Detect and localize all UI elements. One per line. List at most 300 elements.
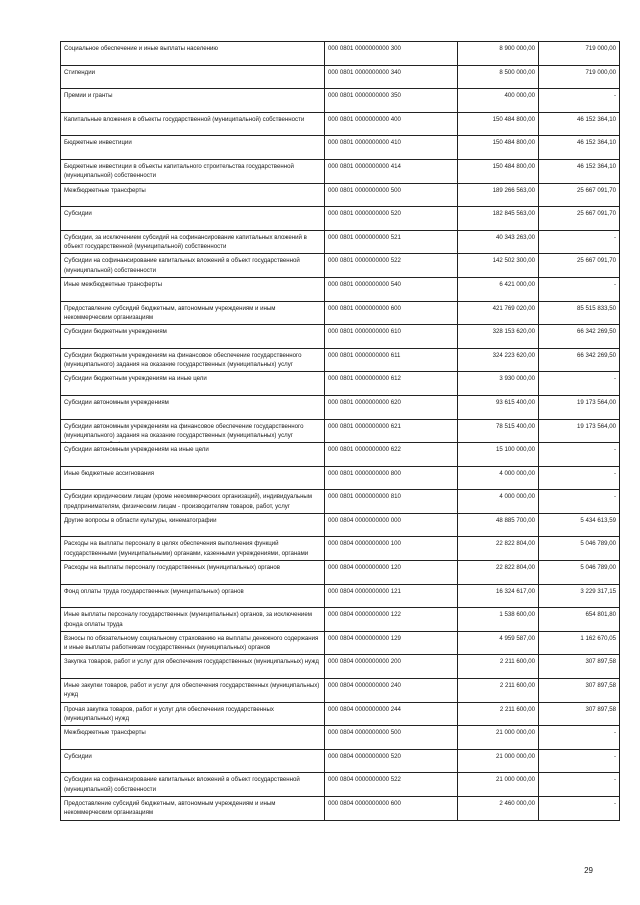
row-name-cell	[61, 325, 325, 349]
row-fact-amount-cell	[539, 537, 620, 561]
row-fact-amount-cell-text: 85 515 833,50	[577, 304, 616, 312]
row-fact-amount-cell	[539, 136, 620, 160]
row-plan-amount-cell	[458, 702, 539, 726]
row-fact-amount-cell	[539, 561, 620, 585]
row-code-cell-text: 000 0804 0000000000 200	[328, 658, 401, 666]
row-fact-amount-cell	[539, 230, 620, 254]
table-row	[61, 65, 620, 89]
row-code-cell-text: 000 0804 0000000000 122	[328, 611, 401, 619]
row-fact-amount-cell	[539, 513, 620, 537]
row-code-cell	[325, 490, 458, 514]
row-fact-amount-cell-text: -	[613, 469, 616, 477]
row-code-cell	[325, 679, 458, 703]
row-code-cell-text: 000 0801 0000000000 410	[328, 139, 401, 147]
row-plan-amount-cell	[458, 631, 539, 655]
row-code-cell	[325, 466, 458, 490]
row-plan-amount-cell-text: 16 324 617,00	[496, 587, 535, 595]
row-code-cell-text: 000 0801 0000000000 400	[328, 115, 401, 123]
row-code-cell	[325, 749, 458, 773]
row-fact-amount-cell	[539, 301, 620, 325]
row-plan-amount-cell-text: 189 266 563,00	[492, 186, 535, 194]
row-name-cell	[61, 749, 325, 773]
row-plan-amount-cell-text: 78 515 400,00	[496, 422, 535, 430]
row-plan-amount-cell-text: 150 484 800,00	[492, 139, 535, 147]
row-code-cell-text: 000 0801 0000000000 340	[328, 68, 401, 76]
row-fact-amount-cell-text: 19 173 564,00	[577, 422, 616, 430]
row-plan-amount-cell	[458, 584, 539, 608]
row-fact-amount-cell-text: 25 667 091,70	[577, 257, 616, 265]
row-fact-amount-cell-text: 46 152 364,10	[577, 115, 616, 123]
row-fact-amount-cell	[539, 395, 620, 419]
row-code-cell-text: 000 0801 0000000000 300	[328, 45, 401, 52]
row-code-cell-text: 000 0804 0000000000 520	[328, 752, 401, 760]
row-code-cell-text: 000 0804 0000000000 240	[328, 682, 401, 690]
row-name-cell-text: Бюджетные инвестиции	[64, 139, 132, 147]
row-code-cell	[325, 513, 458, 537]
row-code-cell-text: 000 0801 0000000000 500	[328, 186, 401, 194]
row-code-cell-text: 000 0801 0000000000 600	[328, 304, 401, 312]
row-name-cell	[61, 136, 325, 160]
row-plan-amount-cell	[458, 466, 539, 490]
row-code-cell	[325, 89, 458, 113]
row-name-cell-text: Межбюджетные трансферты	[64, 729, 146, 737]
table-row	[61, 773, 620, 797]
table-row	[61, 584, 620, 608]
row-plan-amount-cell-text: 2 460 000,00	[499, 800, 535, 807]
row-code-cell	[325, 348, 458, 372]
row-code-cell	[325, 183, 458, 207]
row-fact-amount-cell	[539, 277, 620, 301]
row-name-cell	[61, 561, 325, 585]
row-name-cell	[61, 702, 325, 726]
table-row	[61, 372, 620, 396]
row-plan-amount-cell-text: 8 900 000,00	[499, 45, 535, 52]
row-plan-amount-cell	[458, 183, 539, 207]
row-fact-amount-cell-text: -	[613, 800, 616, 807]
row-code-cell	[325, 207, 458, 231]
row-name-cell	[61, 773, 325, 797]
table-row	[61, 608, 620, 632]
row-plan-amount-cell-text: 2 211 600,00	[499, 705, 535, 713]
table-row	[61, 513, 620, 537]
row-plan-amount-cell-text: 40 343 263,00	[496, 233, 535, 241]
table-row	[61, 301, 620, 325]
row-plan-amount-cell-text: 324 223 620,00	[492, 351, 535, 359]
row-name-cell-text: Межбюджетные трансферты	[64, 186, 146, 194]
row-fact-amount-cell	[539, 584, 620, 608]
table-row	[61, 183, 620, 207]
table-row	[61, 631, 620, 655]
row-fact-amount-cell	[539, 207, 620, 231]
row-fact-amount-cell	[539, 254, 620, 278]
row-plan-amount-cell-text: 421 769 020,00	[492, 304, 535, 312]
table-row	[61, 42, 620, 66]
row-name-cell	[61, 42, 325, 66]
row-name-cell-text: Иные бюджетные ассигнования	[64, 469, 155, 477]
row-fact-amount-cell-text: 5 046 789,00	[580, 564, 616, 572]
row-code-cell	[325, 631, 458, 655]
row-fact-amount-cell-text: 1 162 670,05	[580, 634, 616, 642]
row-plan-amount-cell	[458, 42, 539, 66]
row-code-cell	[325, 136, 458, 160]
row-code-cell-text: 000 0801 0000000000 612	[328, 375, 401, 383]
row-name-cell	[61, 89, 325, 113]
table-row	[61, 443, 620, 467]
row-fact-amount-cell-text: -	[613, 493, 616, 501]
row-fact-amount-cell-text: -	[613, 729, 616, 737]
row-code-cell	[325, 159, 458, 183]
table-row	[61, 702, 620, 726]
row-code-cell	[325, 230, 458, 254]
row-plan-amount-cell-text: 400 000,00	[504, 92, 535, 100]
row-code-cell	[325, 537, 458, 561]
row-plan-amount-cell	[458, 136, 539, 160]
row-code-cell-text: 000 0801 0000000000 810	[328, 493, 401, 501]
row-fact-amount-cell	[539, 490, 620, 514]
row-fact-amount-cell	[539, 797, 620, 821]
row-plan-amount-cell	[458, 254, 539, 278]
row-name-cell-text: Предоставление субсидий бюджетным, автономным учреждениям и иным некоммерческим организациям	[64, 800, 276, 817]
row-code-cell-text: 000 0801 0000000000 622	[328, 446, 401, 454]
row-plan-amount-cell	[458, 65, 539, 89]
table-row	[61, 230, 620, 254]
row-fact-amount-cell-text: 307 897,58	[585, 705, 616, 713]
row-name-cell-text: Субсидии, за исключением субсидий на софинансирование капитальных вложений в объект государственной (муниципальной) собственности	[64, 233, 307, 251]
row-code-cell	[325, 65, 458, 89]
row-plan-amount-cell	[458, 513, 539, 537]
table-row	[61, 537, 620, 561]
row-plan-amount-cell-text: 2 211 600,00	[499, 658, 535, 666]
row-plan-amount-cell	[458, 561, 539, 585]
table-row	[61, 749, 620, 773]
row-fact-amount-cell-text: 719 000,00	[585, 68, 616, 76]
row-code-cell	[325, 608, 458, 632]
row-code-cell-text: 000 0804 0000000000 000	[328, 516, 401, 524]
table-body	[61, 42, 620, 821]
row-code-cell-text: 000 0801 0000000000 611	[328, 351, 401, 359]
row-code-cell	[325, 702, 458, 726]
table-row	[61, 726, 620, 750]
row-fact-amount-cell	[539, 443, 620, 467]
row-fact-amount-cell	[539, 372, 620, 396]
row-fact-amount-cell	[539, 679, 620, 703]
row-name-cell-text: Расходы на выплаты персоналу в целях обеспечения выполнения функций государственными (муниципальными) органами, казенными учреждениями, органами	[64, 540, 309, 557]
row-fact-amount-cell	[539, 773, 620, 797]
row-name-cell-text: Стипендии	[64, 68, 96, 76]
row-code-cell	[325, 584, 458, 608]
table-row	[61, 395, 620, 419]
row-plan-amount-cell-text: 22 822 804,00	[496, 540, 535, 548]
row-fact-amount-cell-text: -	[613, 446, 616, 454]
row-name-cell-text: Социальное обеспечение и иные выплаты населению	[64, 45, 218, 52]
row-fact-amount-cell	[539, 325, 620, 349]
row-fact-amount-cell	[539, 466, 620, 490]
row-code-cell	[325, 797, 458, 821]
row-fact-amount-cell-text: 307 897,58	[585, 682, 616, 690]
row-name-cell-text: Бюджетные инвестиции в объекты капитального строительства государственной (муниципальной) собственности	[64, 162, 294, 180]
row-code-cell	[325, 773, 458, 797]
row-name-cell	[61, 679, 325, 703]
row-plan-amount-cell-text: 4 000 000,00	[499, 493, 535, 501]
row-plan-amount-cell	[458, 608, 539, 632]
row-name-cell	[61, 797, 325, 821]
row-name-cell-text: Другие вопросы в области культуры, кинематографии	[64, 516, 217, 524]
row-code-cell	[325, 419, 458, 443]
row-code-cell	[325, 726, 458, 750]
table-row	[61, 419, 620, 443]
row-plan-amount-cell	[458, 419, 539, 443]
row-plan-amount-cell	[458, 726, 539, 750]
row-name-cell-text: Субсидии	[64, 210, 92, 218]
row-code-cell	[325, 277, 458, 301]
row-name-cell	[61, 395, 325, 419]
table-row	[61, 89, 620, 113]
row-plan-amount-cell-text: 1 538 600,00	[499, 611, 535, 619]
row-name-cell	[61, 112, 325, 136]
row-name-cell	[61, 159, 325, 183]
row-plan-amount-cell-text: 142 502 300,00	[492, 257, 535, 265]
row-code-cell	[325, 655, 458, 679]
row-plan-amount-cell	[458, 112, 539, 136]
row-name-cell	[61, 207, 325, 231]
row-code-cell	[325, 112, 458, 136]
row-plan-amount-cell-text: 182 845 563,00	[492, 210, 535, 218]
table-row	[61, 136, 620, 160]
row-fact-amount-cell-text: 46 152 364,10	[577, 162, 616, 170]
table-row	[61, 254, 620, 278]
row-code-cell-text: 000 0801 0000000000 610	[328, 328, 401, 336]
row-code-cell-text: 000 0804 0000000000 129	[328, 634, 401, 642]
row-fact-amount-cell	[539, 89, 620, 113]
row-plan-amount-cell	[458, 230, 539, 254]
row-name-cell-text: Субсидии	[64, 752, 92, 760]
row-name-cell	[61, 443, 325, 467]
table-row	[61, 207, 620, 231]
table-row	[61, 348, 620, 372]
row-fact-amount-cell-text: -	[613, 752, 616, 760]
budget-table	[60, 41, 620, 821]
row-code-cell	[325, 42, 458, 66]
table-row	[61, 159, 620, 183]
row-name-cell-text: Фонд оплаты труда государственных (муниципальных) органов	[64, 587, 244, 595]
row-plan-amount-cell-text: 21 000 000,00	[496, 776, 535, 784]
row-plan-amount-cell	[458, 159, 539, 183]
row-plan-amount-cell	[458, 537, 539, 561]
table-row	[61, 679, 620, 703]
row-code-cell	[325, 395, 458, 419]
row-code-cell-text: 000 0801 0000000000 620	[328, 398, 401, 406]
row-plan-amount-cell	[458, 490, 539, 514]
row-name-cell-text: Иные межбюджетные трансферты	[64, 280, 163, 288]
row-code-cell-text: 000 0804 0000000000 522	[328, 776, 401, 784]
row-name-cell-text: Субсидии автономным учреждениям	[64, 398, 169, 406]
row-code-cell	[325, 301, 458, 325]
row-code-cell-text: 000 0804 0000000000 100	[328, 540, 401, 548]
row-fact-amount-cell-text: 719 000,00	[585, 45, 616, 52]
row-plan-amount-cell	[458, 443, 539, 467]
row-name-cell	[61, 608, 325, 632]
row-plan-amount-cell-text: 48 885 700,00	[496, 516, 535, 524]
row-fact-amount-cell-text: -	[613, 92, 616, 100]
row-plan-amount-cell-text: 22 822 804,00	[496, 564, 535, 572]
row-name-cell	[61, 301, 325, 325]
row-plan-amount-cell	[458, 301, 539, 325]
row-fact-amount-cell	[539, 655, 620, 679]
row-fact-amount-cell-text: 307 897,58	[585, 658, 616, 666]
row-plan-amount-cell-text: 8 500 000,00	[499, 68, 535, 76]
row-fact-amount-cell	[539, 159, 620, 183]
page-number: 29	[584, 866, 593, 875]
row-name-cell	[61, 65, 325, 89]
row-plan-amount-cell	[458, 773, 539, 797]
row-plan-amount-cell-text: 4 000 000,00	[499, 469, 535, 477]
row-code-cell-text: 000 0804 0000000000 121	[328, 587, 401, 595]
row-fact-amount-cell	[539, 726, 620, 750]
row-code-cell-text: 000 0804 0000000000 244	[328, 705, 401, 713]
row-name-cell	[61, 277, 325, 301]
row-name-cell-text: Субсидии юридическим лицам (кроме некоммерческих организаций), индивидуальным предпринимателям, физическим лицам - производителям товаров, работ, услуг	[64, 493, 312, 510]
row-fact-amount-cell	[539, 608, 620, 632]
row-fact-amount-cell	[539, 749, 620, 773]
row-name-cell-text: Иные выплаты персоналу государственных (муниципальных) органов, за исключением фонда оплаты труда	[64, 611, 312, 628]
row-plan-amount-cell	[458, 679, 539, 703]
row-plan-amount-cell	[458, 749, 539, 773]
table-row	[61, 112, 620, 136]
row-plan-amount-cell-text: 6 421 000,00	[499, 280, 535, 288]
row-name-cell-text: Субсидии бюджетным учреждениям на финансовое обеспечение государственного (муниципального) задания на оказание государственных (муниципальных) услуг	[64, 351, 302, 369]
row-plan-amount-cell-text: 4 959 587,00	[499, 634, 535, 642]
row-name-cell-text: Субсидии автономным учреждениям на иные цели	[64, 446, 209, 454]
row-plan-amount-cell-text: 150 484 800,00	[492, 115, 535, 123]
row-fact-amount-cell-text: 66 342 269,50	[577, 351, 616, 359]
row-name-cell-text: Расходы на выплаты персоналу государственных (муниципальных) органов	[64, 564, 280, 572]
row-plan-amount-cell	[458, 277, 539, 301]
row-code-cell	[325, 325, 458, 349]
row-code-cell	[325, 443, 458, 467]
row-fact-amount-cell-text: -	[613, 280, 616, 288]
row-name-cell	[61, 372, 325, 396]
row-code-cell-text: 000 0801 0000000000 350	[328, 92, 401, 100]
row-name-cell	[61, 183, 325, 207]
row-name-cell-text: Субсидии на софинансирование капитальных вложений в объект государственной (муниципальной) собственности	[64, 776, 300, 793]
row-code-cell-text: 000 0801 0000000000 521	[328, 233, 401, 241]
row-plan-amount-cell-text: 21 000 000,00	[496, 729, 535, 737]
row-name-cell	[61, 230, 325, 254]
row-plan-amount-cell	[458, 372, 539, 396]
row-code-cell-text: 000 0804 0000000000 120	[328, 564, 401, 572]
row-code-cell-text: 000 0804 0000000000 500	[328, 729, 401, 737]
row-plan-amount-cell	[458, 797, 539, 821]
row-name-cell-text: Закупка товаров, работ и услуг для обеспечения государственных (муниципальных) нужд	[64, 658, 319, 666]
row-plan-amount-cell	[458, 89, 539, 113]
row-fact-amount-cell	[539, 183, 620, 207]
row-plan-amount-cell-text: 21 000 000,00	[496, 752, 535, 760]
row-code-cell	[325, 372, 458, 396]
row-plan-amount-cell-text: 2 211 600,00	[499, 682, 535, 690]
row-fact-amount-cell-text: 19 173 564,00	[577, 398, 616, 406]
row-plan-amount-cell-text: 328 153 620,00	[492, 328, 535, 336]
row-fact-amount-cell-text: -	[613, 776, 616, 784]
row-fact-amount-cell-text: 25 667 091,70	[577, 186, 616, 194]
row-code-cell	[325, 254, 458, 278]
row-fact-amount-cell-text: -	[613, 233, 616, 241]
row-fact-amount-cell	[539, 702, 620, 726]
row-fact-amount-cell	[539, 65, 620, 89]
row-fact-amount-cell	[539, 419, 620, 443]
row-fact-amount-cell-text: 66 342 269,50	[577, 328, 616, 336]
row-fact-amount-cell-text: 5 434 613,59	[580, 516, 616, 524]
row-plan-amount-cell-text: 15 100 000,00	[496, 446, 535, 454]
row-name-cell	[61, 254, 325, 278]
row-name-cell	[61, 348, 325, 372]
row-fact-amount-cell-text: 654 801,80	[585, 611, 616, 619]
row-code-cell-text: 000 0801 0000000000 540	[328, 280, 401, 288]
row-fact-amount-cell-text: -	[613, 375, 616, 383]
row-code-cell-text: 000 0801 0000000000 621	[328, 422, 401, 430]
row-fact-amount-cell	[539, 42, 620, 66]
row-name-cell-text: Премии и гранты	[64, 92, 113, 100]
row-name-cell-text: Иные закупки товаров, работ и услуг для обеспечения государственных (муниципальных) нужд	[64, 682, 320, 699]
row-name-cell	[61, 419, 325, 443]
row-name-cell	[61, 726, 325, 750]
table-row	[61, 466, 620, 490]
row-plan-amount-cell	[458, 325, 539, 349]
row-code-cell-text: 000 0801 0000000000 520	[328, 210, 401, 218]
row-code-cell-text: 000 0801 0000000000 800	[328, 469, 401, 477]
row-name-cell	[61, 584, 325, 608]
row-fact-amount-cell	[539, 112, 620, 136]
row-code-cell-text: 000 0801 0000000000 414	[328, 162, 401, 170]
row-name-cell-text: Субсидии на софинансирование капитальных вложений в объект государственной (муниципальной) собственности	[64, 257, 300, 274]
row-name-cell-text: Предоставление субсидий бюджетным, автономным учреждениям и иным некоммерческим организациям	[64, 304, 276, 321]
row-name-cell-text: Взносы по обязательному социальному страхованию на выплаты денежного содержания и иные выплаты работникам государственных (муниципальных) органов	[64, 634, 319, 652]
row-name-cell	[61, 490, 325, 514]
row-code-cell-text: 000 0801 0000000000 522	[328, 257, 401, 265]
table-row	[61, 797, 620, 821]
row-fact-amount-cell-text: 46 152 364,10	[577, 139, 616, 147]
table-row	[61, 277, 620, 301]
table-row	[61, 325, 620, 349]
row-fact-amount-cell-text: 5 046 789,00	[580, 540, 616, 548]
row-name-cell	[61, 537, 325, 561]
row-plan-amount-cell-text: 93 615 400,00	[496, 398, 535, 406]
table-row	[61, 490, 620, 514]
row-code-cell-text: 000 0804 0000000000 600	[328, 800, 401, 807]
row-fact-amount-cell-text: 25 667 091,70	[577, 210, 616, 218]
row-fact-amount-cell	[539, 631, 620, 655]
row-name-cell-text: Капитальные вложения в объекты государственной (муниципальной) собственности	[64, 115, 305, 123]
row-name-cell	[61, 655, 325, 679]
row-name-cell-text: Субсидии бюджетным учреждениям	[64, 328, 167, 336]
row-name-cell	[61, 513, 325, 537]
row-name-cell	[61, 466, 325, 490]
row-name-cell-text: Субсидии автономным учреждениям на финансовое обеспечение государственного (муниципального) задания на оказание государственных (муниципальных) услуг	[64, 422, 304, 439]
table-row	[61, 561, 620, 585]
row-plan-amount-cell	[458, 348, 539, 372]
row-plan-amount-cell-text: 150 484 800,00	[492, 162, 535, 170]
row-fact-amount-cell	[539, 348, 620, 372]
row-plan-amount-cell-text: 3 930 000,00	[499, 375, 535, 383]
row-name-cell	[61, 631, 325, 655]
row-plan-amount-cell	[458, 395, 539, 419]
row-name-cell-text: Прочая закупка товаров, работ и услуг для обеспечения государственных (муниципальных) нужд	[64, 705, 274, 723]
row-plan-amount-cell	[458, 207, 539, 231]
table-row	[61, 655, 620, 679]
row-code-cell	[325, 561, 458, 585]
row-name-cell-text: Субсидии бюджетным учреждениям на иные цели	[64, 375, 207, 383]
row-fact-amount-cell-text: 3 229 317,15	[580, 587, 616, 595]
row-plan-amount-cell	[458, 655, 539, 679]
